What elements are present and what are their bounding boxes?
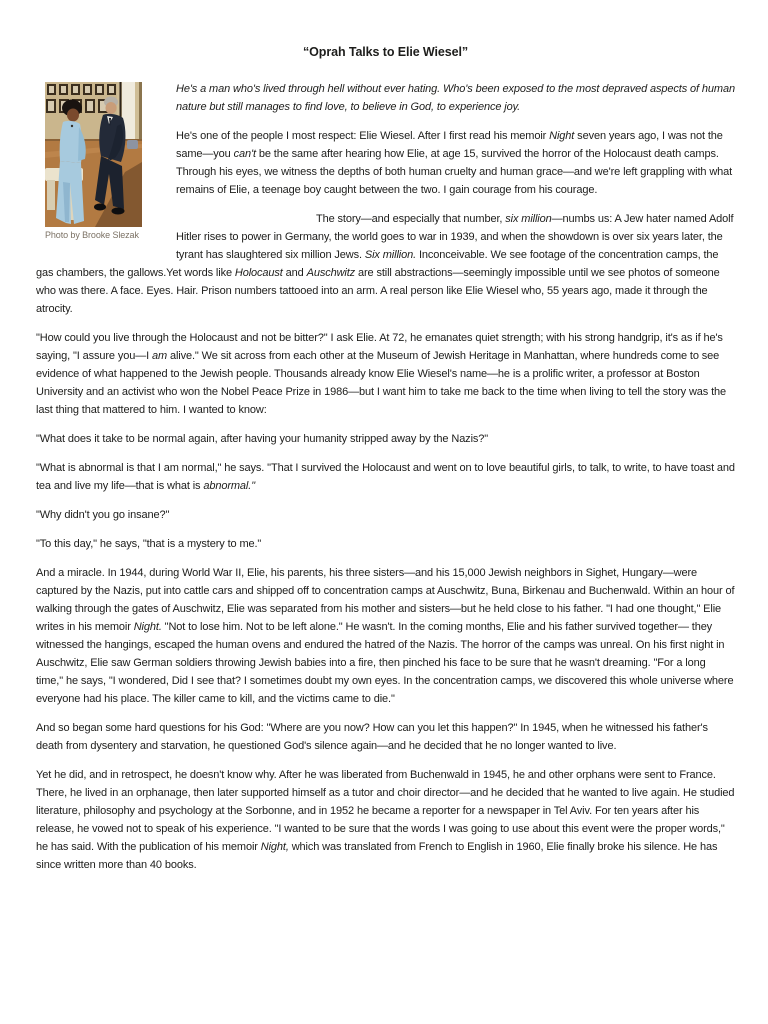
text-run: "To this day," he says, "that is a mystery to me." [36,538,262,550]
paragraph [36,564,735,708]
text-run: —numbs us: A Jew hater named Adolf Hitler rises to power in Germany, the world goes to war in 1939, and when the showdown is over six years later, the tyrant has slaughtered six million Jews. [176,213,734,261]
italic-text-run: am [151,350,168,362]
paragraph [36,719,735,755]
text-run: And so began some hard questions for his God: "Where are you now? How can you let this happen?" In 1945, when he witnessed his father's death from dysentery and starvation, he questioned God's silence again—and he decided that he no longer wanted to live. [36,722,708,752]
italic-text-run: Six million. [364,249,417,261]
oprah-wiesel-photo [45,82,142,227]
italic-text-run: Auschwitz [306,267,356,279]
text-run: And a miracle. In 1944, during World War II, Elie, his parents, his three sisters—and his 15,000 Jewish neighbors in Sighet, Hungary—were captured by the Nazis, put into cattle cars and shipped off to concentration camps at Auschwitz, Buna, Birkenau and Buchenwald. Within an hour of walking through the gates of Auschwitz, Elie was separated from his mother and sisters—but he held close to his father. "I had one thought," Elie writes in his memoir [36,567,735,633]
paragraph [36,430,735,448]
text-run: He's one of the people I most respect: Elie Wiesel. After I first read his memoir [176,130,550,142]
italic-text-run: can't [233,148,256,160]
paragraph [36,766,735,874]
italic-text-run: Night [549,130,575,142]
italic-text-run: Holocaust [234,267,283,279]
page-title: “Oprah Talks to Elie Wiesel” [303,45,468,59]
paragraph [36,459,735,495]
photo-illustration [45,82,142,227]
text-run: "How could you live through the Holocaust and not be bitter?" I ask Elie. At 72, he emanates quiet strength; with his strong handgrip, it's as if he's saying, "I assure you—I [36,332,723,362]
italic-text-run: He's a man who's lived through hell without ever hating. Who's been exposed to the most depraved aspects of human nature but still manages to find love, to believe in God, to experience joy. [176,83,735,113]
paragraph [36,329,735,419]
photo-caption: Photo by Brooke Slezak [45,230,139,240]
italic-text-run: Night, [260,841,289,853]
text-run: "What does it take to be normal again, after having your humanity stripped away by the Nazis?" [36,433,489,445]
text-run: and [282,267,307,279]
text-run: The story—and especially that number, [316,213,506,225]
text-run: which was translated from French to English in 1960, Elie finally broke his silence. He has since written more than 40 books. [36,841,718,871]
text-run: Inconceivable. We see footage of the concentration camps, the gas chambers, the gallows.Yet words like [36,249,719,279]
paragraph [36,506,735,524]
text-run: "Not to lose him. Not to be left alone." He wasn't. In the coming months, Elie and his father survived together— they witnessed the hangings, escaped the human ovens and endured the hatred of the Nazis. The horror of the camps was unreal. On his first night in Auschwitz, Elie saw German soldiers throwing Jewish babies into a fire, then pinched his face to be sure that he wasn't dreaming. "For a long time," he says, "I wondered, Did I see that? I sometimes doubt my own eyes. In the concentration camps, we discovered this whole universe where everyone had his place. The killer came to kill, and the victims came to die." [36,621,734,705]
text-run: "What is abnormal is that I am normal," he says. "That I survived the Holocaust and went on to love beautiful girls, to talk, to write, to have toast and tea and live my life—that is what is [36,462,735,492]
italic-text-run: abnormal." [203,480,255,492]
article-body [36,80,735,874]
text-run: Yet he did, and in retrospect, he doesn't know why. After he was liberated from Buchenwald in 1945, he and other orphans were sent to France. There, he lived in an orphanage, then later supported himself as a tutor and choir director—and he decided that he wanted to live again. He studied literature, philosophy and psychology at the Sorbonne, and in 1952 he became a reporter for a newspaper in Tel Aviv. For ten years after his release, he vowed not to speak of his experience. "I wanted to be sure that the words I was going to use about this event were the proper words," he has said. With the publication of his memoir [36,769,735,853]
text-run: are still abstractions—seemingly impossible until we see photos of someone who was there. A face. Eyes. Hair. Prison numbers tattooed into an arm. A real person like Elie Wiesel who, 55 years ago, made it through the atrocity. [36,267,720,315]
text-run: seven years ago, I was not the same—you [176,130,723,160]
paragraph [36,535,735,553]
text-run: alive." We sit across from each other at the Museum of Jewish Heritage in Manhattan, where hundreds come to see evidence of what happened to the Jewish people. Thousands already know Elie Wiesel's name—he is a prolific writer, a professor at Boston University and an activist who won the Nobel Peace Prize in 1986—but I want him to take me back to the time when living to tell the story was the last thing that mattered to him. I wanted to know: [36,350,727,416]
italic-text-run: Night. [133,621,162,633]
text-run: "Why didn't you go insane?" [36,509,170,521]
italic-text-run: six million [505,213,552,225]
text-run: be the same after hearing how Elie, at age 15, survived the horror of the Holocaust death camps. Through his eyes, we witness the depths of both human cruelty and human grace—and we're left grappling with what remains of Elie, a teenage boy caught between the two. I gain courage from his courage. [176,148,733,196]
photo-block [36,82,176,241]
